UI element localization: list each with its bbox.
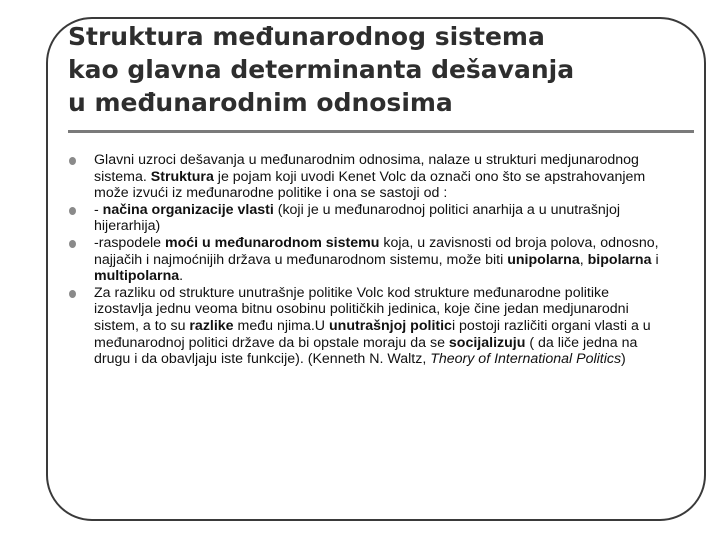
text-run-bold: Struktura [150,168,214,185]
list-item [68,202,668,235]
text-run-bold: unutrašnjoj politic [328,317,452,334]
text-run: koja, u zavisnosti od broja polova, odnosno, najjačih i najmoćnijih država u međunarodnom sistemu, može biti [94,234,659,268]
title-divider [68,130,694,133]
text-run: . [179,268,184,285]
bullet-text [94,152,668,202]
text-run-bold: unipolarna [507,251,580,268]
list-item [68,285,668,368]
bullet-text [94,285,668,368]
text-run: ( da liče jedna na drugu i da obavljaju iste funkcije). (Kenneth N. Waltz, [94,334,638,368]
title-line: u međunarodnim odnosima [68,88,453,117]
text-run: , [579,251,588,268]
bullet-text [94,202,668,235]
bullet-dot-icon [69,290,76,298]
text-run-italic: Theory of International Politics [430,351,622,368]
list-item [68,235,668,285]
text-run-bold: multipolarna [94,268,180,285]
list-item [68,152,668,202]
text-run-bold: bipolarna [587,251,652,268]
text-run: i postoji različiti organi vlasti a u međunarodnoj politici države da bi opstale moraju da se [94,317,651,351]
text-run: među njima.U [233,317,329,334]
bullet-dot-icon [69,207,76,215]
text-run: Glavni uzroci dešavanja u međunarodnim odnosima, nalaze u strukturi medjunarodnog sistema. [94,152,639,185]
text-run: ) [621,351,626,368]
text-run-bold: socijalizuju [448,334,526,351]
text-run: i [651,251,659,268]
text-run-bold: moći u međunarodnom sistemu [164,234,380,251]
text-run: (koji je u međunarodnoj politici anarhija a u unutrašnjoj hijerarhija) [94,201,621,235]
text-run: Za razliku od strukture unutrašnje politike Volc kod strukture međunarodne politike izostavlja jednu veoma bitnu osobinu političkih jedinica, koje čine jedan medjunarodni sistem, a to su [94,284,629,334]
title-line: kao glavna determinanta dešavanja [68,55,575,84]
text-run: je pojam koji uvodi Kenet Volc da označi ono što se apstrahovanjem može izvući iz međunarodne politike i ona se sastoji od : [94,168,646,202]
text-run: - [94,201,103,218]
title-line: Struktura međunarodnog sistema [68,22,545,51]
text-run-bold: načina organizacije vlasti [102,201,274,218]
slide-title [68,20,668,119]
text-run-bold: razlike [189,317,234,334]
bullet-list [68,152,668,368]
bullet-dot-icon [69,157,76,165]
bullet-dot-icon [69,240,76,248]
bullet-text [94,235,668,285]
text-run: -raspodele [94,234,165,251]
